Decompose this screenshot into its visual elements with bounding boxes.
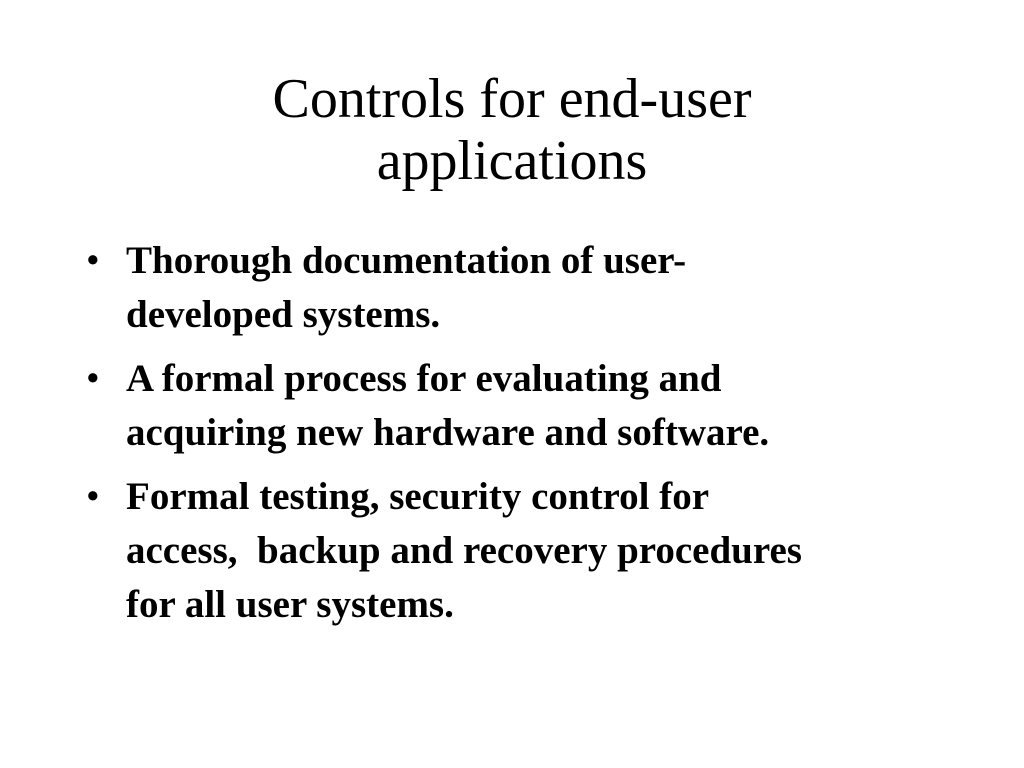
bullet-line: A formal process for evaluating and [126,357,722,400]
bullet-text [126,352,946,460]
bullet-item [86,470,946,632]
bullet-icon: • [86,239,100,282]
slide-title-line-1: Controls for end-user [272,68,752,130]
slide-title-line-2: applications [376,130,648,192]
bullet-text [126,234,946,342]
bullet-line: acquiring new hardware and software. [126,411,770,454]
bullet-line: Formal testing, security control for [126,475,710,518]
bullet-line: developed systems. [126,293,441,336]
bullet-icon: • [86,357,100,400]
slide-title [112,68,912,192]
bullet-list [86,234,946,642]
bullet-line: for all user systems. [126,583,454,626]
bullet-line: Thorough documentation of user- [126,239,687,282]
bullet-icon: • [86,475,100,518]
bullet-item [86,234,946,342]
bullet-item [86,352,946,460]
bullet-text [126,470,946,632]
bullet-line: access, backup and recovery procedures [126,529,802,572]
